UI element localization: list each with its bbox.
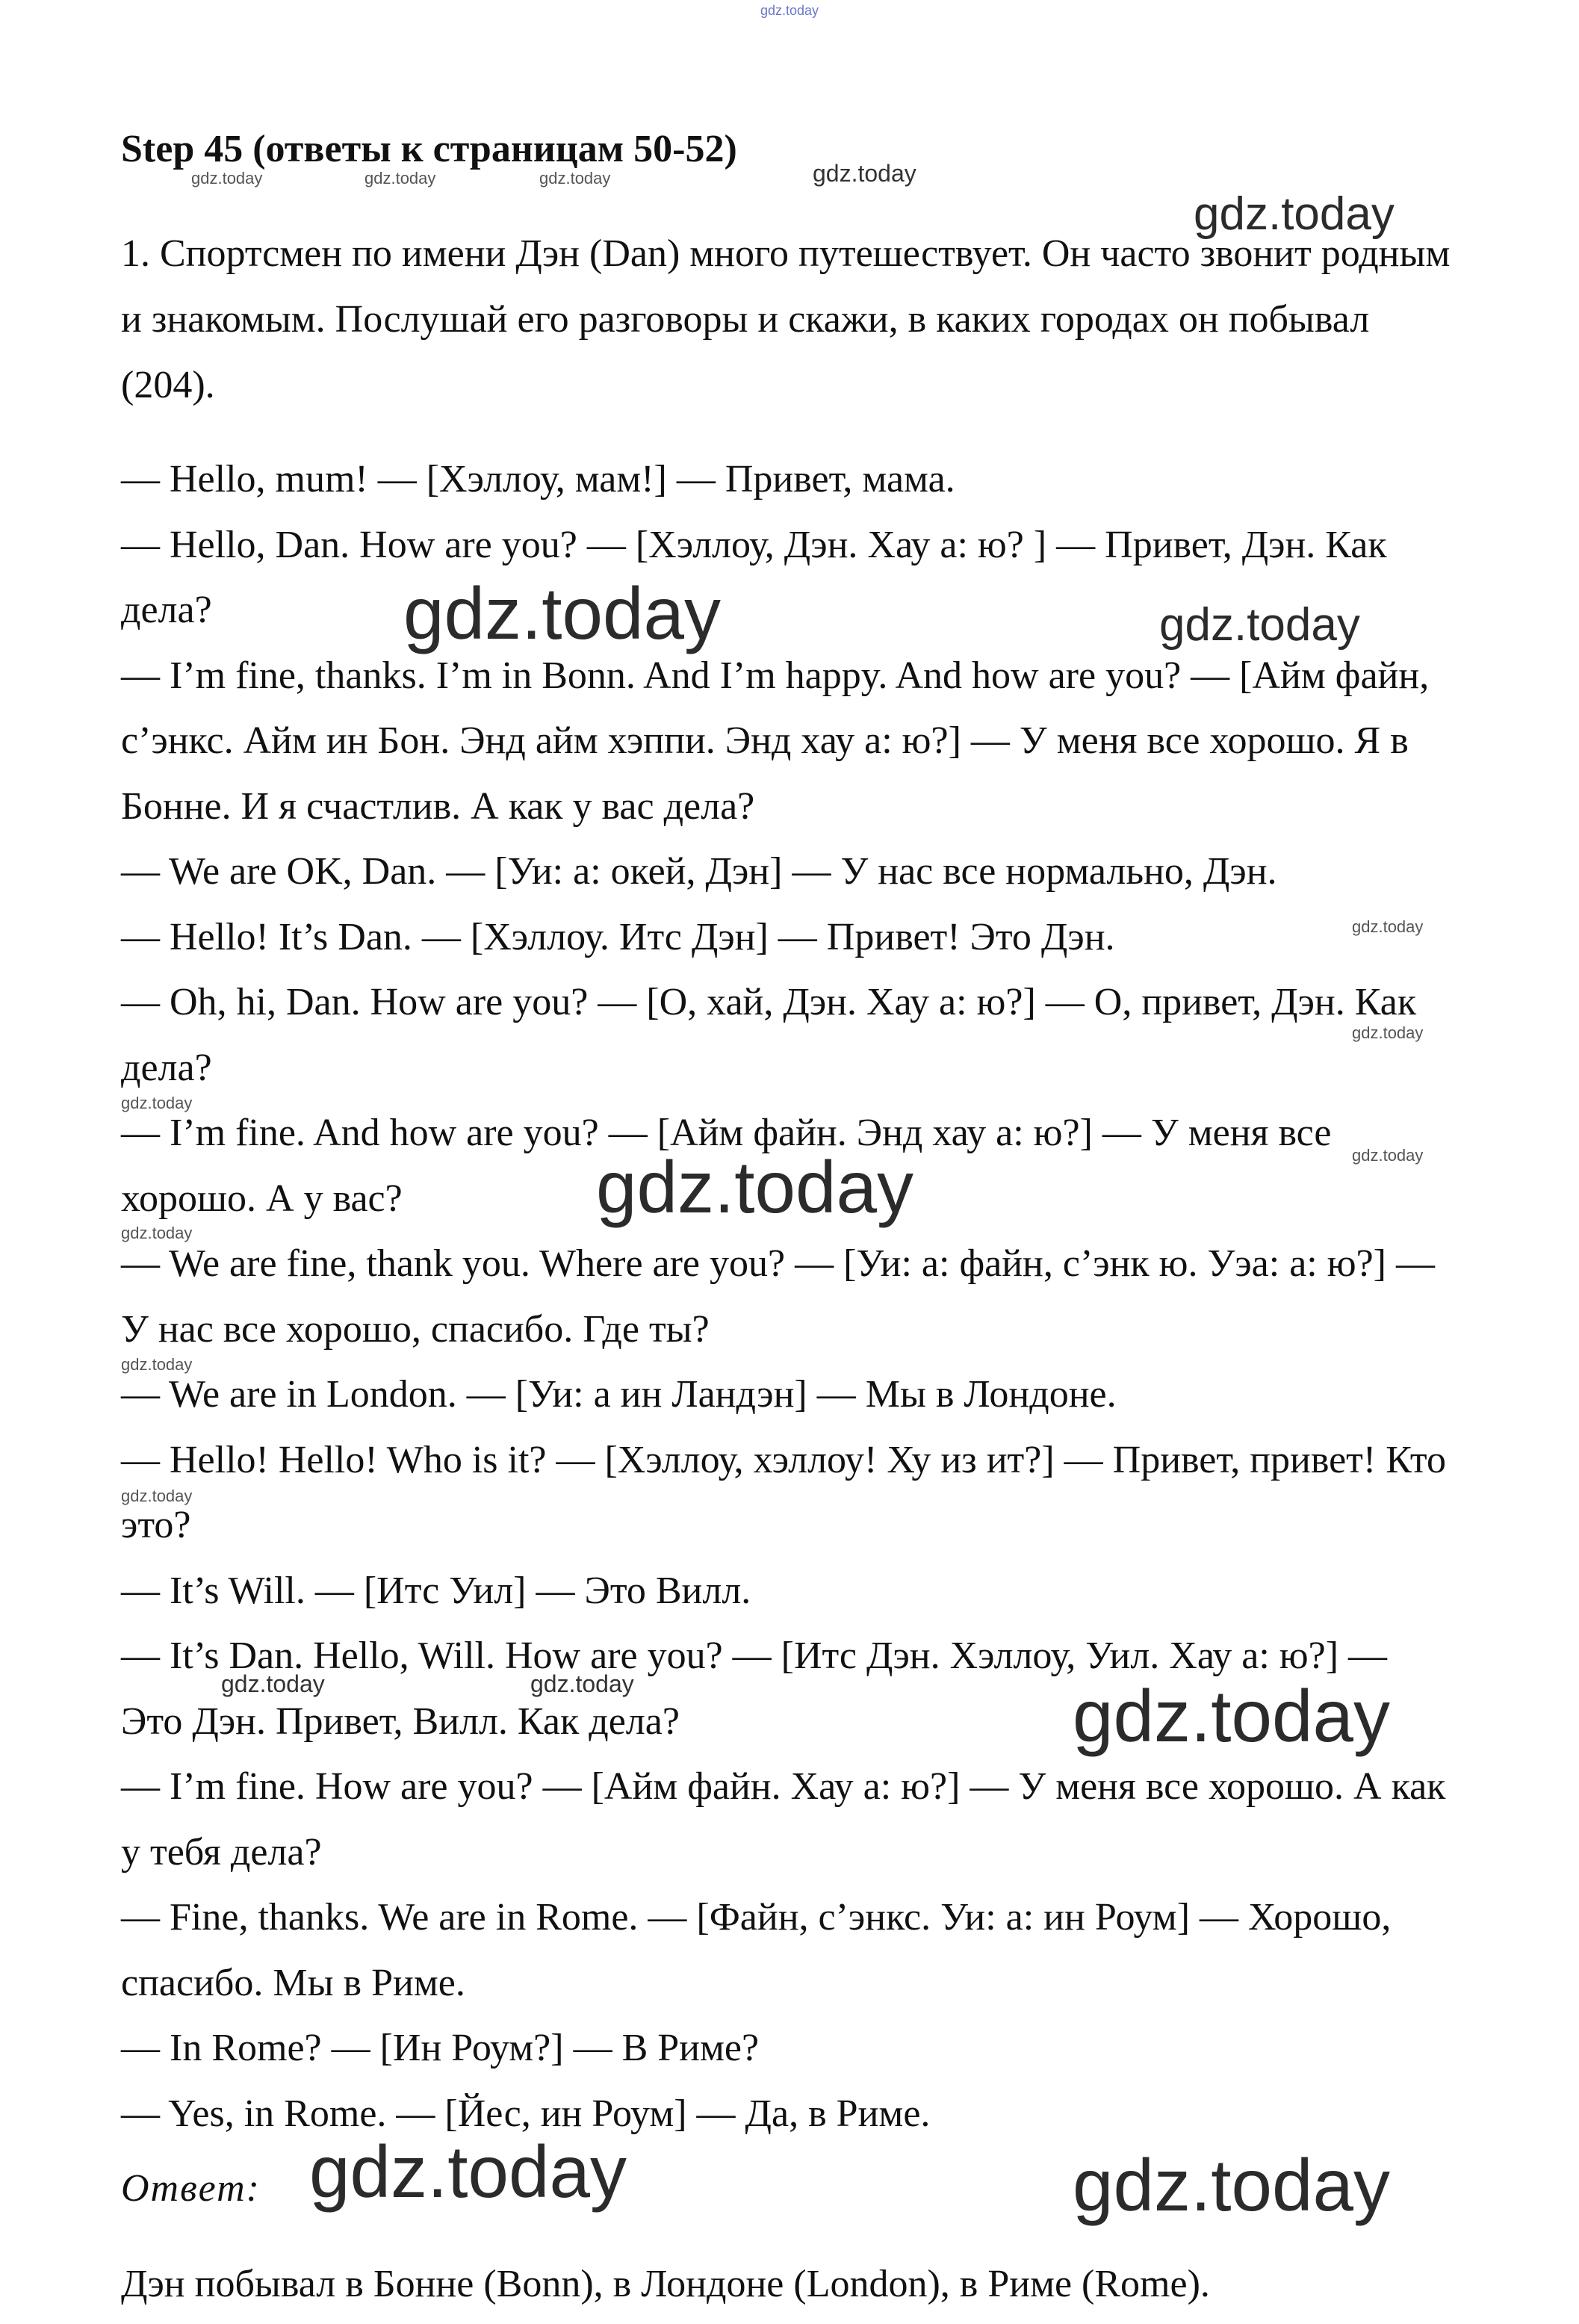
watermark: gdz.today <box>813 160 916 187</box>
dialogue-line: — Hello, mum! — [Хэллоу, мам!] — Привет, мама. <box>121 458 955 501</box>
watermark: gdz.today <box>596 1146 913 1228</box>
watermark: gdz.today <box>403 572 721 654</box>
dialogue-line: — I’m fine. How are you? — [Айм файн. Хау а: ю?] — У меня все хорошо. А как у тебя дела? <box>121 1765 1446 1874</box>
dialogue-line: — Fine, thanks. We are in Rome. — [Файн, с’энкс. Уи: а: ин Роум] — Хорошо, спасибо. Мы в Риме. <box>121 1896 1392 2004</box>
dialogue-line: — We are in London. — [Уи: а ин Ландэн] — Мы в Лондоне. <box>121 1373 1117 1416</box>
dialogue-line: — Yes, in Rome. — [Йес, ин Роум] — Да, в Риме. <box>121 2092 931 2135</box>
watermark: gdz.today <box>1352 917 1424 936</box>
answer-label: Ответ: <box>121 2167 261 2210</box>
watermark: gdz.today <box>121 1487 193 1505</box>
watermark: gdz.today <box>1073 1675 1390 1757</box>
dialogue-line: — Hello! Hello! Who is it? — [Хэллоу, хэллоу! Ху из ит?] — Привет, привет! Кто это? <box>121 1438 1446 1546</box>
dialogue-line: — It’s Will. — [Итс Уил] — Это Вилл. <box>121 1569 751 1612</box>
dialogue-line: — Hello, Dan. How are you? — [Хэллоу, Дэн. Хау а: ю? ] — Привет, Дэн. Как дела? <box>121 523 1387 631</box>
watermark: gdz.today <box>1352 1146 1424 1165</box>
watermark: gdz.today <box>1073 2144 1390 2226</box>
dialogue-line: — In Rome? — [Ин Роум?] — В Риме? <box>121 2027 760 2069</box>
dialogue-line: — I’m fine. And how are you? — [Айм файн. Энд хау а: ю?] — У меня все хорошо. А у вас? <box>121 1112 1332 1220</box>
watermark: gdz.today <box>1352 1023 1424 1042</box>
watermark: gdz.today <box>191 169 263 188</box>
dialogue-line: — I’m fine, thanks. I’m in Bonn. And I’m happy. And how are you? — [Айм файн, с’энкс. Айм ин Бон. Энд айм хэппи. Энд хау а: ю?] — У меня все хорошо. Я в Бонне. И я счастлив. А как у вас дела? <box>121 654 1430 828</box>
watermark: gdz.today <box>1194 188 1395 240</box>
dialogue-line: — It’s Dan. Hello, Will. How are you? — [Итс Дэн. Хэллоу, Уил. Хау а: ю?] — Это Дэн. Привет, Вилл. Как дела? <box>121 1634 1388 1743</box>
dialogue-line: — We are OK, Dan. — [Уи: а: окей, Дэн] — У нас все нормально, Дэн. <box>121 850 1277 893</box>
watermark: gdz.today <box>121 1224 193 1242</box>
dialogue-line: — We are fine, thank you. Where are you? — [Уи: а: файн, с’энк ю. Уэа: а: ю?] — У нас все хорошо, спасибо. Где ты? <box>121 1242 1435 1351</box>
watermark: gdz.today <box>221 1670 325 1697</box>
watermark: gdz.today <box>1159 599 1360 651</box>
watermark: gdz.today <box>309 2131 627 2213</box>
dialogue-line: — Oh, hi, Dan. How are you? — [О, хай, Дэн. Хау а: ю?] — О, привет, Дэн. Как дела? <box>121 981 1417 1089</box>
task-text: 1. Спортсмен по имени Дэн (Dan) много путешествует. Он часто звонит родным и знакомым. Послушай его разговоры и скажи, в каких городах он побывал (204). <box>121 232 1451 406</box>
watermark: gdz.today <box>539 169 611 188</box>
watermark: gdz.today <box>121 1094 193 1112</box>
watermark: gdz.today <box>121 1355 193 1374</box>
watermark: gdz.today <box>530 1670 634 1697</box>
header-watermark: gdz.today <box>760 3 819 18</box>
dialogue-list <box>121 447 1458 2146</box>
page-title: Step 45 (ответы к страницам 50-52) <box>121 128 737 170</box>
dialogue-line: — Hello! It’s Dan. — [Хэллоу. Итс Дэн] — Привет! Это Дэн. <box>121 915 1115 958</box>
answer-text: Дэн побывал в Бонне (Bonn), в Лондоне (London), в Риме (Rome). <box>121 2263 1210 2305</box>
watermark: gdz.today <box>364 169 436 188</box>
